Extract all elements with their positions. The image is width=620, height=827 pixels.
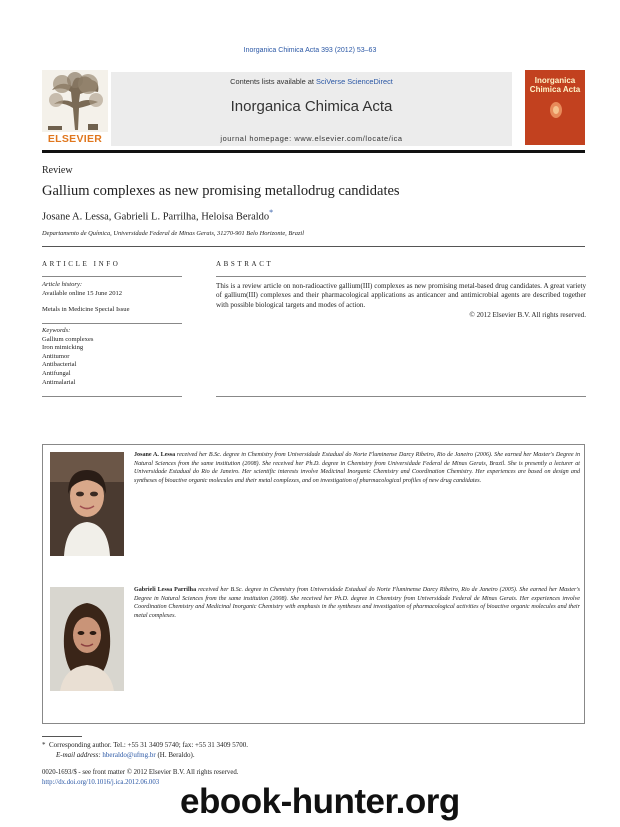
- abstract-text: This is a review article on non-radioactive gallium(III) complexes as new promising metal-based drug candidates. A great variety of gallium(III) complexes and their pharmacological applications as anticancer and antimicrobial agents are described together with possible biological targets and modes of action.: [216, 282, 586, 309]
- author-list: [42, 208, 273, 223]
- contents-line: [111, 77, 512, 86]
- keywords-label: Keywords:: [42, 327, 71, 334]
- header-rule: [42, 150, 585, 153]
- footnote-rule: [42, 736, 82, 737]
- bio-text-lessa: received her B.Sc. degree in Chemistry from Universidade Estadual do Norte Fluminense Darcy Ribeiro, Rio de Janeiro (2006). She earned her Master's Degree in Natural Sciences from the same institution (2008). She received her Ph.D. degree in Chemistry from Universidade Federal de Minas Gerais, Brazil. She is presently a lecturer at Universidade Estadual do Rio de Janeiro. Her scientific interests involve Medicinal Inorganic Chemistry and Coordination Chemistry. Her experiences are based on design and syntheses of bioactive organic molecules and their metal complexes, and on investigation of pharmacological profiles of new drug candidates.: [134, 452, 581, 484]
- keyword-item: Antifungal: [42, 369, 71, 377]
- keyword-item: Antimalarial: [42, 378, 76, 386]
- journal-name: Inorganica Chimica Acta: [230, 98, 393, 115]
- affiliation: Departamento de Química, Universidade Federal de Minas Gerais, 31270-901 Belo Horizonte, Brazil: [42, 230, 304, 237]
- info-rule-top: [42, 276, 182, 277]
- cover-title: [525, 77, 585, 94]
- publisher-name: ELSEVIER: [47, 133, 103, 145]
- homepage-url-link[interactable]: www.elsevier.com/locate/ica: [294, 134, 403, 143]
- keyword-item: Iron mimicking: [42, 344, 84, 352]
- issn-line: 0020-1693/$ - see front matter © 2012 Elsevier B.V. All rights reserved.: [42, 769, 239, 776]
- corresponding-text: Corresponding author. Tel.: +55 31 3409 5740; fax: +55 31 3409 5700.: [49, 741, 248, 749]
- special-issue: Metals in Medicine Special Issue: [42, 306, 130, 313]
- corresponding-author-note: [42, 740, 248, 750]
- journal-reference[interactable]: Inorganica Chimica Acta 393 (2012) 53–63: [243, 47, 377, 54]
- bio-lessa: [134, 451, 580, 485]
- author-photo-parrilha: [50, 587, 124, 691]
- info-rule-mid: [42, 323, 182, 324]
- bio-parrilha: [134, 586, 580, 620]
- abstract-rule-top: [216, 276, 586, 277]
- email-suffix: (H. Beraldo).: [155, 751, 195, 759]
- history-label: Article history:: [42, 281, 83, 288]
- keyword-item: Antibacterial: [42, 361, 77, 369]
- info-rule-bottom: [42, 396, 182, 397]
- author-photo-lessa: [50, 452, 124, 556]
- portrait-lessa: [50, 452, 124, 556]
- footnote-mark: *: [42, 741, 46, 749]
- corresponding-author-mark[interactable]: *: [269, 208, 274, 217]
- contents-prefix: Contents lists available at: [230, 77, 317, 86]
- keyword-item: Gallium complexes: [42, 335, 94, 343]
- sciencedirect-link[interactable]: SciVerse ScienceDirect: [316, 77, 393, 86]
- homepage-prefix: journal homepage:: [220, 134, 295, 143]
- authors: Josane A. Lessa, Gabrieli L. Parrilha, Heloisa Beraldo: [42, 211, 270, 223]
- affiliation-rule: [42, 246, 585, 247]
- journal-homepage: [111, 134, 512, 143]
- keywords: [42, 327, 182, 387]
- email-label: E-mail address:: [56, 751, 103, 759]
- article-history: [42, 281, 182, 298]
- abstract-rule-bottom: [216, 396, 586, 397]
- abstract-copyright: © 2012 Elsevier B.V. All rights reserved.: [469, 310, 586, 319]
- cover-title-line-2: Chimica Acta: [529, 84, 581, 94]
- email-link[interactable]: hberaldo@ufmg.br: [102, 751, 156, 759]
- bio-name-lessa: Josane A. Lessa: [134, 452, 176, 458]
- portrait-parrilha: [50, 587, 124, 691]
- footnote: [42, 740, 248, 760]
- cover-title-line-1: Inorganica: [534, 76, 576, 85]
- article-type: Review: [42, 165, 73, 176]
- article-info-heading: ARTICLE INFO: [42, 260, 121, 268]
- keyword-item: Antitumor: [42, 352, 70, 360]
- doi-link[interactable]: http://dx.doi.org/10.1016/j.ica.2012.06.003: [42, 778, 160, 786]
- bio-name-parrilha: Gabrieli Lessa Parrilha: [134, 587, 197, 593]
- cover-graphic: [548, 100, 564, 120]
- bio-text-parrilha: received her B.Sc. degree in Chemistry from Universidade Estadual do Norte Fluminense Darcy Ribeiro, Rio de Janeiro (2005). She earned her Master's Degree in Natural Sciences from the same institution (2008). She received her Ph.D. degree in Chemistry from Universidade Federal de Minas Gerais. Her experiences involve Coordination Chemistry and Medicinal Inorganic Chemistry with emphasis in the syntheses and investigation of pharmacological activities of bioactive organic molecules and their metal complexes.: [134, 587, 580, 619]
- abstract-heading: ABSTRACT: [216, 260, 274, 268]
- email-line: [42, 750, 248, 760]
- article-title: Gallium complexes as new promising metallodrug candidates: [42, 183, 400, 199]
- history-value: Available online 15 June 2012: [42, 289, 123, 297]
- abstract-body: [216, 282, 586, 320]
- watermark: ebook-hunter.org: [180, 782, 460, 821]
